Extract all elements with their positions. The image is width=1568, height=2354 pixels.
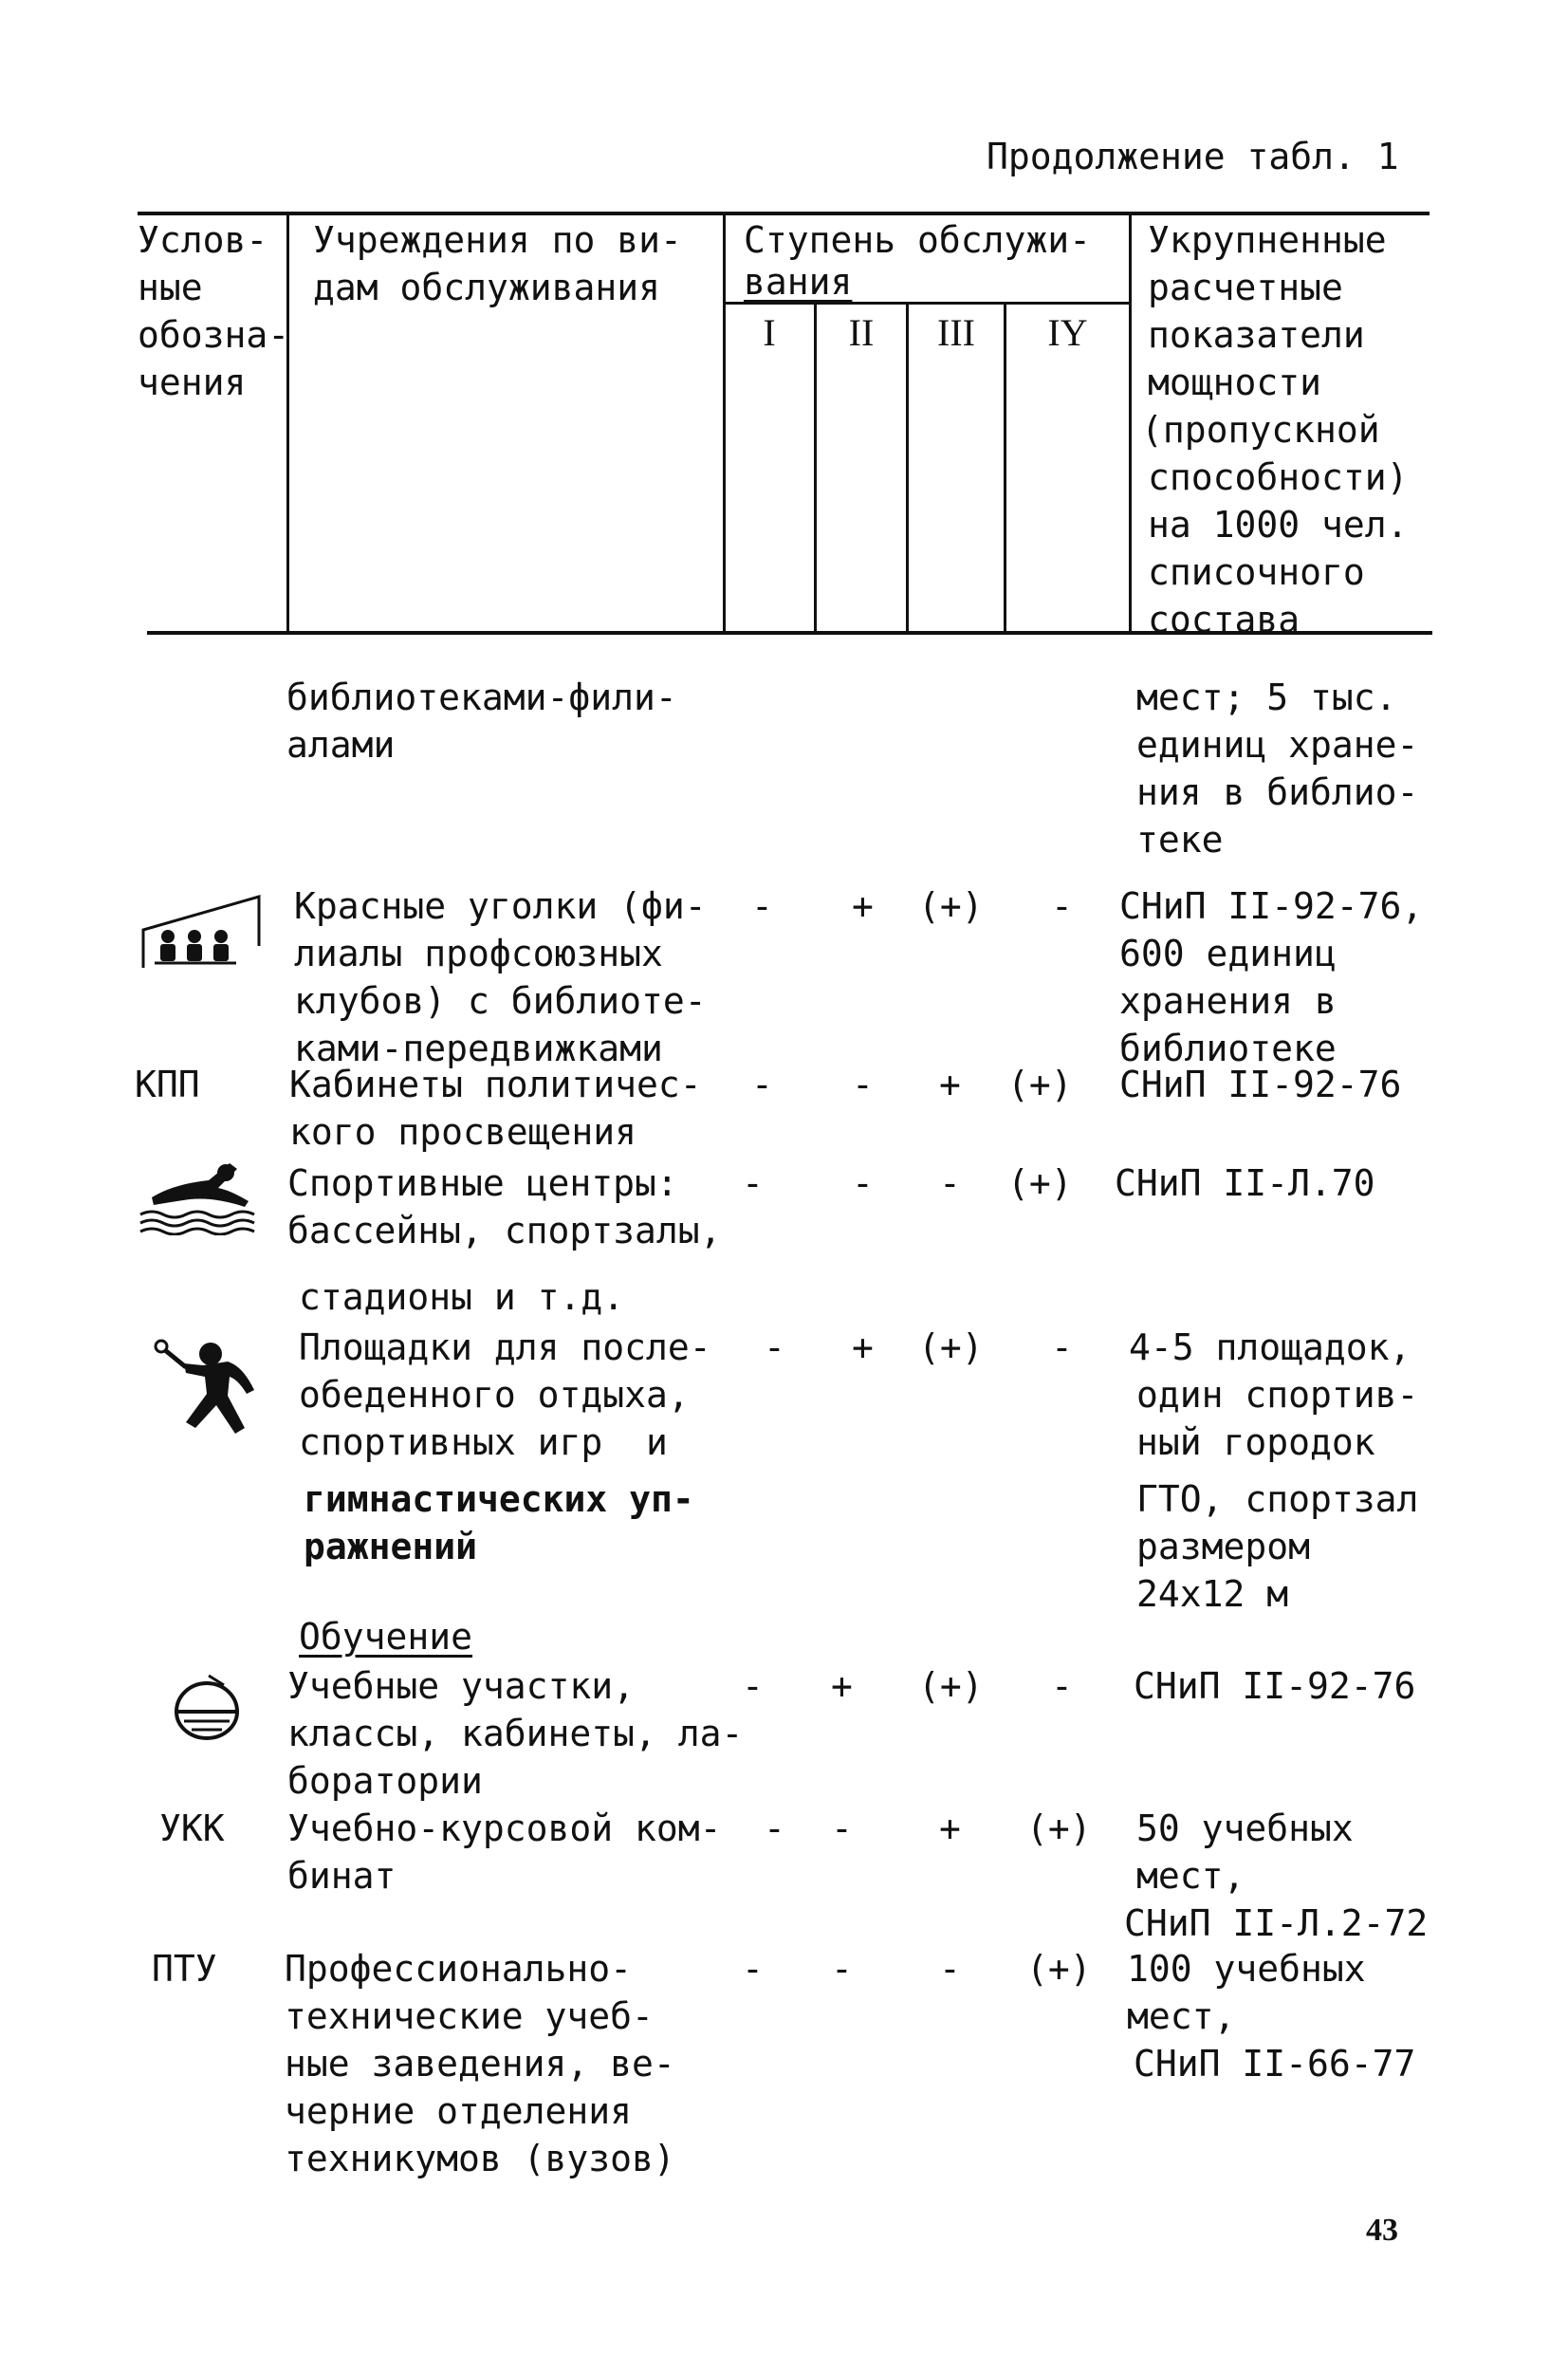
header-service-level-line-2: вания (744, 261, 853, 303)
row-8-level-3: - (939, 1948, 961, 1990)
row-4-indicator-line-3: ный городок (1136, 1421, 1375, 1463)
header-symbols-line-1: Услов- (138, 219, 268, 261)
row-4-level-3: (+) (918, 1326, 984, 1368)
row-3-level-1: - (742, 1162, 764, 1204)
row-8-symbol: ПТУ (152, 1948, 217, 1990)
table-caption: Продолжение табл. 1 (987, 136, 1399, 177)
row-3-indicator-line-1: СНиП II-Л.70 (1115, 1162, 1375, 1204)
row-1-level-4: - (1051, 885, 1073, 927)
header-divider-3 (1129, 213, 1132, 633)
row-0-name-line-1: библиотеками-фили- (286, 677, 677, 718)
education-icon (169, 1672, 245, 1747)
row-3-name-line-4: стадионы и т.д. (299, 1276, 625, 1318)
row-6-level-4: - (1051, 1665, 1073, 1707)
row-7-level-3: + (939, 1807, 961, 1849)
row-3-name-line-1: Спортивные центры: (287, 1162, 678, 1204)
row-1-indicator-line-3: хранения в (1119, 980, 1337, 1022)
row-6-level-3: (+) (918, 1665, 984, 1707)
level-4-label: IY (1047, 311, 1088, 354)
header-symbols-line-2: ные (138, 267, 203, 308)
row-2-symbol: КПП (135, 1064, 200, 1105)
header-indicators-line-6: способности) (1148, 456, 1409, 498)
row-7-level-4: (+) (1026, 1807, 1092, 1849)
row-7-indicator-line-3: СНиП II-Л.2-72 (1124, 1902, 1429, 1944)
header-institutions-line-2: дам обслуживания (313, 267, 661, 308)
row-6-level-1: - (742, 1665, 764, 1707)
row-6-indicator-line-1: СНиП II-92-76 (1134, 1665, 1416, 1707)
row-7-level-1: - (764, 1807, 785, 1849)
header-divider-1 (286, 213, 289, 633)
row-4-level-4: - (1051, 1326, 1073, 1368)
row-7-indicator-line-2: мест, (1136, 1855, 1245, 1897)
row-2-indicator-line-1: СНиП II-92-76 (1119, 1064, 1402, 1105)
row-4-level-1: - (764, 1326, 785, 1368)
header-indicators-line-3: показатели (1148, 314, 1365, 356)
header-symbols-line-4: чения (138, 361, 247, 403)
row-2-level-2: - (852, 1064, 874, 1105)
row-8-indicator-line-3: СНиП II-66-77 (1134, 2043, 1416, 2085)
row-7-indicator-line-1: 50 учебных (1136, 1807, 1354, 1849)
row-6-name-line-2: классы, кабинеты, ла- (287, 1713, 744, 1754)
level-3-label: III (937, 311, 975, 354)
row-2-name-line-2: кого просвещения (289, 1111, 637, 1153)
row-0-name-line-2: алами (286, 724, 396, 766)
row-8-level-2: - (831, 1948, 853, 1990)
row-0-indicator-line-4: теке (1136, 819, 1224, 861)
row-0-indicator-line-2: единиц хране- (1136, 724, 1419, 766)
player-icon (152, 1333, 261, 1441)
row-4-indicator-line-5: размером (1136, 1526, 1311, 1567)
row-1-level-1: - (751, 885, 773, 927)
row-4-indicator-line-1: 4-5 площадок, (1129, 1326, 1411, 1368)
row-4-indicator-line-4: ГТО, спортзал (1136, 1478, 1419, 1520)
row-1-indicator-line-2: 600 единиц (1119, 933, 1337, 974)
row-8-level-1: - (742, 1948, 764, 1990)
row-4-name-line-3: спортивных игр и (299, 1421, 668, 1463)
level-2-label: II (848, 311, 875, 354)
row-2-level-1: - (751, 1064, 773, 1105)
row-1-indicator-line-4: библиотеке (1119, 1028, 1337, 1069)
row-7-name-line-2: бинат (287, 1855, 397, 1897)
row-6-name-line-1: Учебные участки, (287, 1665, 636, 1707)
row-8-indicator-line-1: 100 учебных (1127, 1948, 1366, 1990)
row-8-indicator-line-2: мест, (1127, 1995, 1236, 2037)
row-0-indicator-line-3: ния в библио- (1136, 771, 1419, 813)
red-corner-icon (138, 887, 266, 976)
header-indicators-line-5: (пропускной (1141, 409, 1380, 451)
row-2-level-4: (+) (1007, 1064, 1073, 1105)
row-7-symbol: УКК (159, 1807, 225, 1849)
row-3-level-3: - (939, 1162, 961, 1204)
row-4-level-2: + (852, 1326, 874, 1368)
row-6-level-2: + (831, 1665, 853, 1707)
row-1-name-line-4: ками-передвижками (294, 1028, 663, 1069)
header-divider-2 (723, 213, 726, 633)
row-1-name-line-2: лиалы профсоюзных (294, 933, 663, 974)
header-top-rule (138, 212, 1430, 215)
header-indicators-line-9: состава (1148, 599, 1301, 640)
row-1-level-3: (+) (918, 885, 984, 927)
row-4-name-line-4: гимнастических уп- (304, 1478, 694, 1520)
header-indicators-line-4: мощности (1148, 361, 1322, 403)
row-8-name-line-4: черние отделения (285, 2090, 633, 2132)
row-8-name-line-3: ные заведения, ве- (285, 2043, 675, 2085)
row-1-name-line-1: Красные уголки (фи- (294, 885, 707, 927)
row-4-name-line-2: обеденного отдыха, (299, 1374, 690, 1416)
row-3-name-line-2: бассейны, спортзалы, (287, 1210, 722, 1251)
header-indicators-line-8: списочного (1148, 551, 1365, 593)
row-0-indicator-line-1: мест; 5 тыс. (1136, 677, 1397, 718)
row-4-name-line-5: ражнений (304, 1526, 478, 1567)
row-1-indicator-line-1: СНиП II-92-76, (1119, 885, 1424, 927)
header-indicators-line-2: расчетные (1148, 267, 1343, 308)
header-service-level-line-1: Ступень обслужи- (744, 219, 1092, 261)
row-6-name-line-3: боратории (287, 1760, 483, 1802)
row-2-level-3: + (939, 1064, 961, 1105)
row-2-name-line-1: Кабинеты политичес- (289, 1064, 702, 1105)
page-number: 43 (1366, 2213, 1398, 2248)
header-symbols-line-3: обозна- (138, 314, 290, 356)
row-4-name-line-1: Площадки для после- (299, 1326, 711, 1368)
row-4-indicator-line-2: один спортив- (1136, 1374, 1419, 1416)
row-1-name-line-3: клубов) с библиоте- (294, 980, 707, 1022)
level-1-label: I (763, 311, 776, 354)
row-4-indicator-line-6: 24х12 м (1136, 1573, 1289, 1615)
row-8-name-line-5: техникумов (вузов) (285, 2138, 675, 2179)
row-8-name-line-1: Профессионально- (285, 1948, 633, 1990)
row-3-level-2: - (852, 1162, 874, 1204)
row-7-name-line-1: Учебно-курсовой ком- (287, 1807, 722, 1849)
row-3-level-4: (+) (1007, 1162, 1073, 1204)
header-indicators-line-1: Укрупненные (1148, 219, 1387, 261)
header-institutions-line-1: Учреждения по ви- (313, 219, 682, 261)
swimmer-icon (133, 1159, 261, 1239)
header-indicators-line-7: на 1000 чел. (1148, 504, 1409, 546)
row-1-level-2: + (852, 885, 874, 927)
row-7-level-2: - (831, 1807, 853, 1849)
section-heading-education: Обучение (299, 1616, 473, 1658)
row-8-name-line-2: технические учеб- (285, 1995, 654, 2037)
row-8-level-4: (+) (1026, 1948, 1092, 1990)
